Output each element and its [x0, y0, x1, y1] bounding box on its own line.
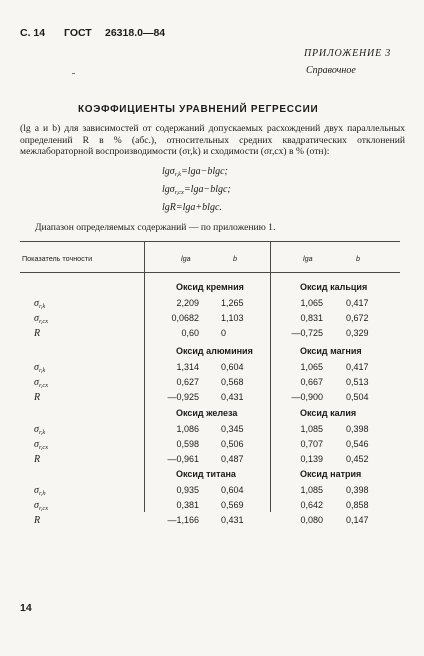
cell-lga-right: 1,065 — [300, 362, 323, 372]
row-label: $\sigma_{r,k}$ — [34, 424, 46, 436]
cell-b-right: 0,504 — [346, 392, 369, 402]
cell-lga-right: 0,831 — [300, 313, 323, 323]
intro-paragraph: (lg a и b) для зависимостей от содержаний допускаемых расхождений двух параллельных определений R в % (абс.), относительных средних квадратических отклонений межлабораторной воспроизводимости (σr,k) и сходимости (σr,cx) в % (отн): — [20, 123, 405, 157]
cell-b-right: 0,398 — [346, 424, 369, 434]
group-title-left: Оксид железа — [176, 408, 238, 418]
cell-lga-right: —0,900 — [291, 392, 323, 402]
range-text: Диапазон определяемых содержаний — по приложению 1. — [35, 222, 276, 233]
cell-lga-left: —0,961 — [167, 454, 199, 464]
group-title-right: Оксид натрия — [300, 469, 362, 479]
cell-lga-left: 0,381 — [176, 500, 199, 510]
cell-lga-right: 1,085 — [300, 424, 323, 434]
row-label: $\sigma_{r,cx}$ — [34, 500, 49, 512]
cell-b-right: 0,672 — [346, 313, 369, 323]
group-title-left: Оксид алюминия — [176, 346, 253, 356]
cell-lga-right: 0,707 — [300, 439, 323, 449]
cell-lga-left: 0,0682 — [171, 313, 199, 323]
header-lga-left: lga — [181, 254, 191, 263]
row-label: $\sigma_{r,h}$ — [34, 485, 46, 497]
cell-b-left: 1,265 — [221, 298, 244, 308]
table-vline-2 — [270, 241, 271, 512]
cell-b-left: 0,568 — [221, 377, 244, 387]
row-label: $\sigma_{r,k}$ — [34, 298, 46, 310]
group-title-right: Оксид магния — [300, 346, 362, 356]
section-title: КОЭФФИЦИЕНТЫ УРАВНЕНИЙ РЕГРЕССИИ — [78, 104, 319, 115]
formula-3: lgR=lga+blgc. — [162, 202, 222, 213]
header-b-right: b — [356, 254, 360, 263]
cell-lga-left: 0,935 — [176, 485, 199, 495]
cell-lga-left: 2,209 — [176, 298, 199, 308]
cell-b-left: 0,604 — [221, 485, 244, 495]
cell-b-right: 0,513 — [346, 377, 369, 387]
cell-lga-left: 0,627 — [176, 377, 199, 387]
row-label: R — [34, 515, 41, 526]
cell-b-left: 0,569 — [221, 500, 244, 510]
cell-b-left: 0,431 — [221, 392, 244, 402]
group-title-right: Оксид калия — [300, 408, 357, 418]
small-mark — [72, 73, 75, 74]
cell-lga-left: 0,60 — [181, 328, 199, 338]
cell-lga-right: 0,642 — [300, 500, 323, 510]
table-top-rule — [20, 241, 400, 242]
formula-2: lgσ$_{r,cx}$=lga−blgc; — [162, 184, 231, 196]
row-label: $\sigma_{r,cx}$ — [34, 313, 49, 325]
cell-b-right: 0,452 — [346, 454, 369, 464]
cell-b-left: 0,487 — [221, 454, 244, 464]
standard-label: ГОСТ — [64, 27, 92, 39]
cell-b-right: 0,147 — [346, 515, 369, 525]
header-b-left: b — [233, 254, 237, 263]
cell-b-left: 0 — [221, 328, 227, 338]
formula-1: lgσ$_{r,k}$=lga−blgc; — [162, 166, 228, 178]
cell-lga-left: —1,166 — [167, 515, 199, 525]
cell-lga-left: —0,925 — [167, 392, 199, 402]
cell-b-right: 0,417 — [346, 362, 369, 372]
group-title-left: Оксид кремния — [176, 282, 244, 292]
appendix-title: ПРИЛОЖЕНИЕ 3 — [304, 48, 392, 59]
row-label: $\sigma_{r,cx}$ — [34, 377, 49, 389]
page-number: 14 — [20, 602, 32, 614]
cell-lga-left: 1,314 — [176, 362, 199, 372]
cell-b-right: 0,398 — [346, 485, 369, 495]
cell-lga-right: —0,725 — [291, 328, 323, 338]
appendix-subtitle: Справочное — [306, 65, 356, 76]
row-label: R — [34, 454, 41, 465]
cell-b-right: 0,417 — [346, 298, 369, 308]
cell-lga-right: 1,085 — [300, 485, 323, 495]
row-label: $\sigma_{r,k}$ — [34, 362, 46, 374]
cell-b-left: 0,506 — [221, 439, 244, 449]
cell-b-right: 0,329 — [346, 328, 369, 338]
group-title-left: Оксид титана — [176, 469, 236, 479]
cell-lga-right: 1,065 — [300, 298, 323, 308]
cell-b-left: 0,604 — [221, 362, 244, 372]
cell-b-right: 0,546 — [346, 439, 369, 449]
table-vline-1 — [144, 241, 145, 512]
row-label: $\sigma_{r,cx}$ — [34, 439, 49, 451]
group-title-right: Оксид кальция — [300, 282, 368, 292]
table-header-rule — [20, 272, 400, 273]
header-indicator: Показатель точности — [22, 254, 93, 263]
cell-b-left: 1,103 — [221, 313, 244, 323]
page-header-prefix: С. 14 — [20, 27, 46, 39]
cell-lga-right: 0,080 — [300, 515, 323, 525]
cell-lga-right: 0,667 — [300, 377, 323, 387]
cell-b-left: 0,431 — [221, 515, 244, 525]
cell-lga-left: 0,598 — [176, 439, 199, 449]
cell-lga-right: 0,139 — [300, 454, 323, 464]
cell-lga-left: 1,086 — [176, 424, 199, 434]
row-label: R — [34, 328, 41, 339]
header-lga-right: lga — [303, 254, 313, 263]
standard-number: 26318.0—84 — [105, 27, 166, 39]
cell-b-left: 0,345 — [221, 424, 244, 434]
row-label: R — [34, 392, 41, 403]
cell-b-right: 0,858 — [346, 500, 369, 510]
